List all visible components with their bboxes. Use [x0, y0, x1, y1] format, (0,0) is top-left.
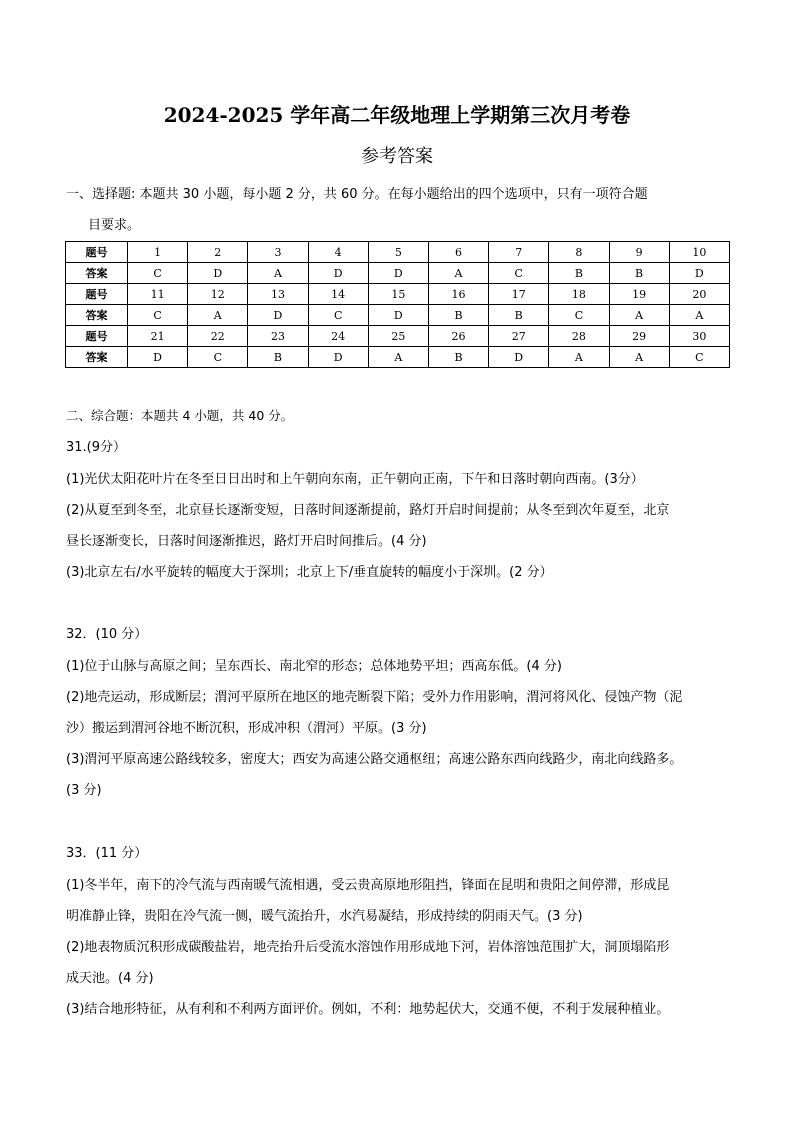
q31-answer-line: (3)北京左右/水平旋转的幅度大于深圳；北京上下/垂直旋转的幅度小于深圳。(2 分）	[66, 565, 553, 580]
answer-cell: A	[609, 347, 669, 368]
answer-table-row	[66, 305, 730, 326]
question-number-cell: 20	[669, 284, 729, 305]
answer-table-row	[66, 284, 730, 305]
row-label: 答案	[66, 305, 128, 326]
answer-cell: B	[609, 263, 669, 284]
answer-cell: B	[248, 347, 308, 368]
q33-heading: 33．(11 分）	[66, 846, 148, 861]
question-number-cell: 4	[308, 242, 368, 263]
row-label: 题号	[66, 242, 128, 263]
section1-instructions-line2: 目要求。	[88, 218, 141, 233]
question-number-cell: 22	[188, 326, 248, 347]
q33-answer-line: (2)地表物质沉积形成碳酸盐岩，地壳抬升后受流水溶蚀作用形成地下河，岩体溶蚀范围扩大，洞顶塌陷形	[66, 940, 670, 955]
answer-cell: C	[308, 305, 368, 326]
answer-cell: A	[428, 263, 488, 284]
question-number-cell: 7	[489, 242, 549, 263]
row-label: 答案	[66, 263, 128, 284]
question-number-cell: 11	[128, 284, 188, 305]
page-subtitle: 参考答案	[361, 146, 433, 167]
question-number-cell: 8	[549, 242, 609, 263]
answer-cell: D	[188, 263, 248, 284]
row-label: 答案	[66, 347, 128, 368]
answer-cell: A	[248, 263, 308, 284]
section1-instructions-line1: 一、选择题: 本题共 30 小题，每小题 2 分，共 60 分。在每小题给出的四个选项中，只有一项符合题	[66, 187, 648, 202]
question-number-cell: 27	[489, 326, 549, 347]
answer-cell: C	[128, 305, 188, 326]
q32-heading: 32．(10 分）	[66, 627, 148, 642]
q33-answer-line: 成天池。(4 分)	[66, 971, 154, 986]
question-number-cell: 16	[428, 284, 488, 305]
q32-answer-line: 沙）搬运到渭河谷地不断沉积，形成冲积（渭河）平原。(3 分)	[66, 721, 427, 736]
question-number-cell: 21	[128, 326, 188, 347]
question-number-cell: 13	[248, 284, 308, 305]
answer-cell: D	[368, 263, 428, 284]
question-number-cell: 24	[308, 326, 368, 347]
answer-cell: C	[669, 347, 729, 368]
answer-cell: D	[308, 263, 368, 284]
answer-cell: B	[428, 347, 488, 368]
answer-cell: B	[549, 263, 609, 284]
q33-answer-line: (1)冬半年，南下的冷气流与西南暖气流相遇，受云贵高原地形阻挡，锋面在昆明和贵阳之间停滞，形成昆	[66, 878, 670, 893]
q32-answer-line: (3)渭河平原高速公路线较多，密度大；西安为高速公路交通枢纽；高速公路东西向线路少，南北向线路多。	[66, 752, 683, 767]
answer-cell: C	[188, 347, 248, 368]
answer-cell: D	[669, 263, 729, 284]
q33-answer-line: (3)结合地形特征，从有利和不利两方面评价。例如，不利：地势起伏大，交通不便，不利于发展种植业。	[66, 1002, 670, 1017]
answer-table-row	[66, 263, 730, 284]
question-number-cell: 5	[368, 242, 428, 263]
q31-answer-line: (1)光伏太阳花叶片在冬至日日出时和上午朝向东南，正午朝向正南，下午和日落时朝向西南。(3分）	[66, 472, 644, 487]
question-number-cell: 10	[669, 242, 729, 263]
question-number-cell: 6	[428, 242, 488, 263]
answer-cell: A	[609, 305, 669, 326]
answer-cell: A	[368, 347, 428, 368]
question-number-cell: 29	[609, 326, 669, 347]
answer-table-row	[66, 242, 730, 263]
answer-cell: D	[489, 347, 549, 368]
q31-answer-line: (2)从夏至到冬至，北京昼长逐渐变短，日落时间逐渐提前，路灯开启时间提前；从冬至到次年夏至，北京	[66, 503, 670, 518]
answer-table-row	[66, 326, 730, 347]
answer-cell: A	[669, 305, 729, 326]
q32-answer-line: (1)位于山脉与高原之间；呈东西长、南北窄的形态；总体地势平坦；西高东低。(4 分)	[66, 659, 562, 674]
question-number-cell: 2	[188, 242, 248, 263]
row-label: 题号	[66, 326, 128, 347]
question-number-cell: 23	[248, 326, 308, 347]
answer-cell: D	[368, 305, 428, 326]
q31-heading: 31.(9分）	[66, 440, 127, 455]
question-number-cell: 18	[549, 284, 609, 305]
question-number-cell: 15	[368, 284, 428, 305]
answer-cell: C	[549, 305, 609, 326]
page-title: 2024-2025 学年高二年级地理上学期第三次月考卷	[163, 103, 631, 127]
answer-cell: D	[308, 347, 368, 368]
question-number-cell: 17	[489, 284, 549, 305]
q33-answer-line: 明准静止锋，贵阳在冷气流一侧，暖气流抬升，水汽易凝结，形成持续的阴雨天气。(3 分)	[66, 909, 583, 924]
q31-answer-line: 昼长逐渐变长，日落时间逐渐推迟，路灯开启时间推后。(4 分)	[66, 534, 427, 549]
answer-cell: B	[428, 305, 488, 326]
question-number-cell: 12	[188, 284, 248, 305]
question-number-cell: 26	[428, 326, 488, 347]
q32-answer-line: (2)地壳运动，形成断层；渭河平原所在地区的地壳断裂下陷；受外力作用影响，渭河将风化、侵蚀产物（泥	[66, 690, 683, 705]
answer-cell: A	[549, 347, 609, 368]
answer-cell: D	[248, 305, 308, 326]
section2-header: 二、综合题：本题共 4 小题，共 40 分。	[66, 408, 294, 423]
question-number-cell: 3	[248, 242, 308, 263]
question-number-cell: 28	[549, 326, 609, 347]
row-label: 题号	[66, 284, 128, 305]
answer-cell: C	[489, 263, 549, 284]
question-number-cell: 9	[609, 242, 669, 263]
answer-cell: D	[128, 347, 188, 368]
question-number-cell: 25	[368, 326, 428, 347]
answer-table-row	[66, 347, 730, 368]
question-number-cell: 1	[128, 242, 188, 263]
answer-cell: C	[128, 263, 188, 284]
q32-answer-line: (3 分)	[66, 783, 102, 798]
answer-cell: A	[188, 305, 248, 326]
answer-table	[65, 241, 730, 368]
question-number-cell: 30	[669, 326, 729, 347]
question-number-cell: 19	[609, 284, 669, 305]
question-number-cell: 14	[308, 284, 368, 305]
answer-cell: B	[489, 305, 549, 326]
